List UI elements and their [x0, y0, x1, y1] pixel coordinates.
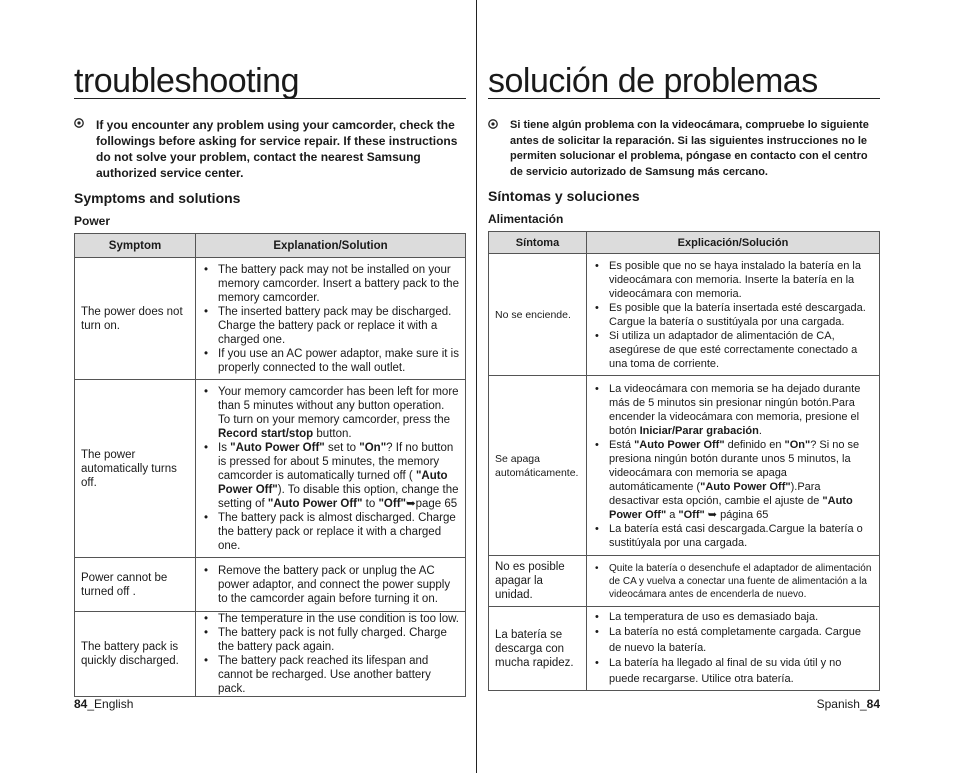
symptom-cell: The power does not turn on.: [75, 258, 196, 380]
list-item: • Is "Auto Power Off" set to "On"? If no button is pressed for about 5 minutes, the memory camcorder is automatically turned off ( "Auto Power Off"). To disable this option, change the setting of "Auto Power Off" to "Off"➥page 65: [218, 441, 459, 511]
table-row: [75, 558, 466, 612]
list-item: • If you use an AC power adaptor, make sure it is properly connected to the wall outlet.: [218, 347, 459, 375]
table-row: [489, 556, 880, 607]
sub-title: Alimentación: [488, 212, 564, 226]
page-number: 84: [866, 697, 880, 711]
solution-cell: [587, 376, 880, 556]
solution-cell: [196, 558, 466, 612]
intro-text: Si tiene algún problema con la videocámara, compruebe lo siguiente antes de solicitar la reparación. Si las siguientes instrucciones no le permiten solucionar el problema, póngase en contacto con el centro de servicio autorizado de Samsung más cercano.: [510, 119, 869, 178]
page-footer: [817, 697, 880, 711]
intro-note: [74, 117, 466, 181]
intro-note: [488, 118, 880, 182]
solution-cell: [587, 254, 880, 376]
symptom-cell: Se apaga automáticamente.: [489, 376, 587, 556]
page-title: solución de problemas: [488, 64, 880, 99]
symptom-cell: The battery pack is quickly discharged.: [75, 612, 196, 697]
list-item: • La batería no está completamente cargada. Cargue de nuevo la batería.: [609, 625, 873, 656]
list-item: • The battery pack may not be installed on your memory camcorder. Insert a battery pack to the memory camcorder.: [218, 263, 459, 305]
page-divider: [476, 0, 477, 773]
page-footer: [74, 697, 133, 711]
list-item: • Remove the battery pack or unplug the AC power adaptor, and connect the power supply to the camcorder again before turning it on.: [218, 564, 459, 606]
list-item: • Está "Auto Power Off" definido en "On"? Si no se presiona ningún botón durante unos 5 minutos, la videocámara con memoria se apaga automáticamente ("Auto Power Off").Para desactivar esta opción, cambie el ajuste de "Auto Power Off" a "Off" ➥ página 65: [609, 438, 873, 522]
solution-cell: [587, 607, 880, 691]
header-symptom: Síntoma: [489, 232, 587, 254]
note-icon: [74, 118, 84, 128]
symptom-cell: No es posible apagar la unidad.: [489, 556, 587, 607]
list-item: • The battery pack reached its lifespan and cannot be recharged. Use another battery pack.: [218, 654, 459, 696]
list-item: • The battery pack is almost discharged. Charge the battery pack or replace it with a charged one.: [218, 511, 459, 553]
troubleshooting-table: [74, 233, 466, 697]
solution-cell: [587, 556, 880, 607]
symptom-cell: La batería se descarga con mucha rapidez.: [489, 607, 587, 691]
footer-language: _English: [87, 697, 134, 711]
symptom-cell: No se enciende.: [489, 254, 587, 376]
table-row: [489, 376, 880, 556]
sub-title: Power: [74, 214, 111, 228]
list-item: • The inserted battery pack may be discharged. Charge the battery pack or replace it with a charged one.: [218, 305, 459, 347]
footer-language: Spanish_: [816, 697, 867, 711]
page-reference: ➥page 65: [405, 497, 458, 510]
table-row: [75, 258, 466, 380]
page-reference: ➥ página 65: [704, 508, 769, 521]
symptom-cell: The power automatically turns off.: [75, 380, 196, 558]
table-row: [489, 607, 880, 691]
table-row: [489, 254, 880, 376]
solution-cell: [196, 612, 466, 697]
header-solution: Explicación/Solución: [587, 232, 880, 254]
page-number: 84: [74, 697, 88, 711]
symptom-cell: Power cannot be turned off .: [75, 558, 196, 612]
list-item: • La batería ha llegado al final de su vida útil y no puede recargarse. Utilice otra batería.: [609, 656, 873, 687]
table-row: [75, 612, 466, 697]
solution-cell: [196, 258, 466, 380]
list-item: • Es posible que la batería insertada esté descargada. Cargue la batería o sustitúyala por una cargada.: [609, 301, 873, 329]
intro-text: If you encounter any problem using your camcorder, check the followings before asking for service repair. If these instructions do not solve your problem, contact the nearest Samsung authorized service center.: [96, 118, 458, 180]
troubleshooting-table: [488, 231, 880, 691]
section-title: Symptoms and solutions: [74, 190, 241, 206]
solution-cell: [196, 380, 466, 558]
list-item: • Quite la batería o desenchufe el adaptador de alimentación de CA y vuelva a conectar una fuente de alimentación a la videocámara antes de encenderla de nuevo.: [609, 562, 873, 601]
table-row: [75, 380, 466, 558]
page-title: troubleshooting: [74, 64, 466, 99]
section-title: Síntomas y soluciones: [488, 188, 640, 204]
list-item: • The battery pack is not fully charged. Charge the battery pack again.: [218, 626, 459, 654]
list-item: • The temperature in the use condition is too low.: [218, 612, 459, 626]
list-item: • Si utiliza un adaptador de alimentación de CA, asegúrese de que esté correctamente conectado a una toma de corriente.: [609, 329, 873, 371]
table-header-row: [75, 234, 466, 258]
list-item: • La batería está casi descargada.Cargue la batería o sustitúyala por una cargada.: [609, 522, 873, 550]
list-item: • Your memory camcorder has been left for more than 5 minutes without any button operation. To turn on your memory camcorder, press the Record start/stop button.: [218, 385, 459, 441]
table-header-row: [489, 232, 880, 254]
list-item: • Es posible que no se haya instalado la batería en la videocámara con memoria. Inserte la batería en la videocámara con memoria.: [609, 259, 873, 301]
header-solution: Explanation/Solution: [196, 234, 466, 258]
list-item: • La temperatura de uso es demasiado baja.: [609, 610, 873, 626]
list-item: • La videocámara con memoria se ha dejado durante más de 5 minutos sin presionar ningún botón.Para encender la videocámara con memoria, presione el botón Iniciar/Parar grabación.: [609, 382, 873, 438]
header-symptom: Symptom: [75, 234, 196, 258]
note-icon: [488, 119, 498, 129]
